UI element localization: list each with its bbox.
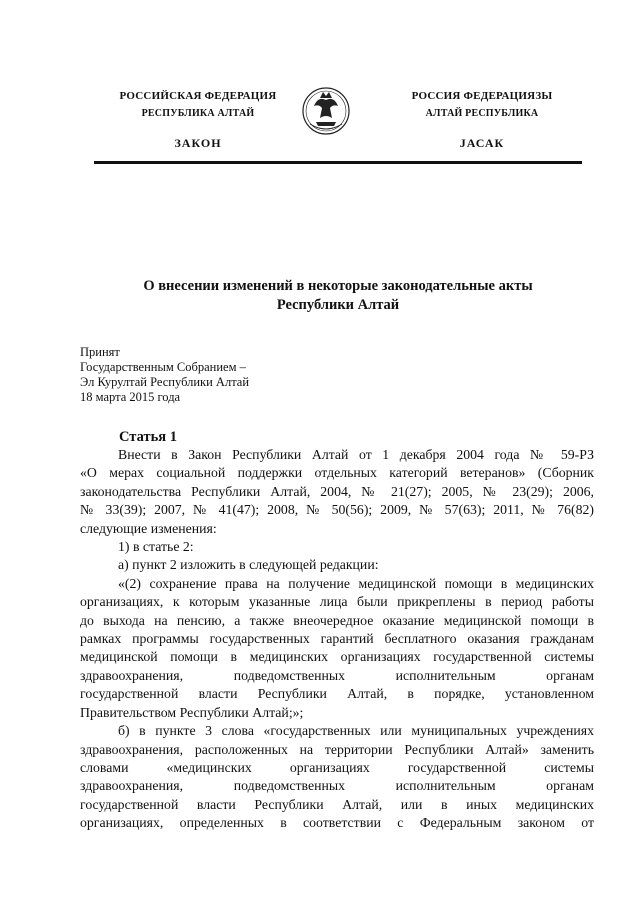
header-right-republic: АЛТАЙ РЕСПУБЛИКА [425, 108, 539, 119]
body-line: здравоохранения, подведомственных исполнительным органам [80, 778, 594, 794]
article-body [80, 446, 594, 833]
body-line: 1) в статье 2: [118, 539, 194, 555]
body-line: до выхода на пенсию, а также внеочередное оказание медицинской помощи в [80, 612, 594, 628]
body-line: государственной власти Республики Алтай, в порядке, установленном [80, 686, 594, 702]
header-left-doc-type: ЗАКОН [174, 136, 222, 150]
body-line: организациях, к которым указанные лица были прикреплены в период работы [80, 594, 594, 610]
adoption-line-1: Принят [80, 345, 120, 359]
coat-of-arms-emblem [302, 84, 350, 140]
title-line-1: О внесении изменений в некоторые законодательные акты [143, 278, 533, 294]
body-line: следующие изменения: [80, 520, 217, 536]
body-line: «(2) сохранение права на получение медицинской помощи в медицинских [118, 575, 594, 591]
header-divider [94, 161, 582, 164]
body-line: Правительством Республики Алтай;»; [80, 704, 304, 720]
title-line-2: Республики Алтай [276, 297, 400, 313]
body-line: б) в пункте 3 слова «государственных или муниципальных учреждениях [118, 723, 594, 739]
header-left-country: РОССИЙСКАЯ ФЕДЕРАЦИЯ [119, 90, 277, 102]
body-line: Внести в Закон Республики Алтай от 1 декабря 2004 года № 59-РЗ [118, 447, 594, 462]
header-right-block [392, 88, 572, 151]
adoption-line-2: Государственным Собранием – [80, 360, 246, 374]
body-line: № 33(39); 2007, № 41(47); 2008, № 50(56); 2009, № 57(63); 2011, № 76(82) [80, 502, 594, 518]
body-line: законодательства Республики Алтай, 2004, № 21(27); 2005, № 23(29); 2006, [80, 483, 594, 499]
document-title [90, 277, 586, 315]
body-line: медицинской помощи в медицинских организациях государственной системы [80, 649, 594, 665]
body-line: словами «медицинских организациях государственной системы [80, 759, 594, 775]
body-line: рамках программы государственных гарантий бесплатного оказания гражданам [80, 631, 594, 647]
body-line: здравоохранения, подведомственных исполнительным органам [80, 667, 594, 683]
header-left-republic: РЕСПУБЛИКА АЛТАЙ [141, 108, 255, 119]
body-line: организациях, определенных в соответствии с Федеральным законом от [80, 815, 594, 831]
body-line: «О мерах социальной поддержки отдельных категорий ветеранов» (Сборник [80, 465, 594, 481]
adoption-info [80, 345, 249, 405]
body-line: а) пункт 2 изложить в следующей редакции: [118, 557, 379, 573]
header-right-country: РОССИЯ ФЕДЕРАЦИЯЗЫ [411, 90, 553, 102]
header-left-block [108, 88, 288, 151]
article-heading: Статья 1 [119, 429, 177, 445]
header-right-doc-type: JАСАК [459, 136, 505, 150]
body-line: здравоохранения, расположенных на территории Республики Алтай» заменить [80, 741, 594, 757]
adoption-line-3: Эл Курултай Республики Алтай [80, 375, 250, 389]
body-line: государственной власти Республики Алтай, или в иных медицинских [80, 796, 594, 812]
adoption-date: 18 марта 2015 года [80, 390, 181, 404]
